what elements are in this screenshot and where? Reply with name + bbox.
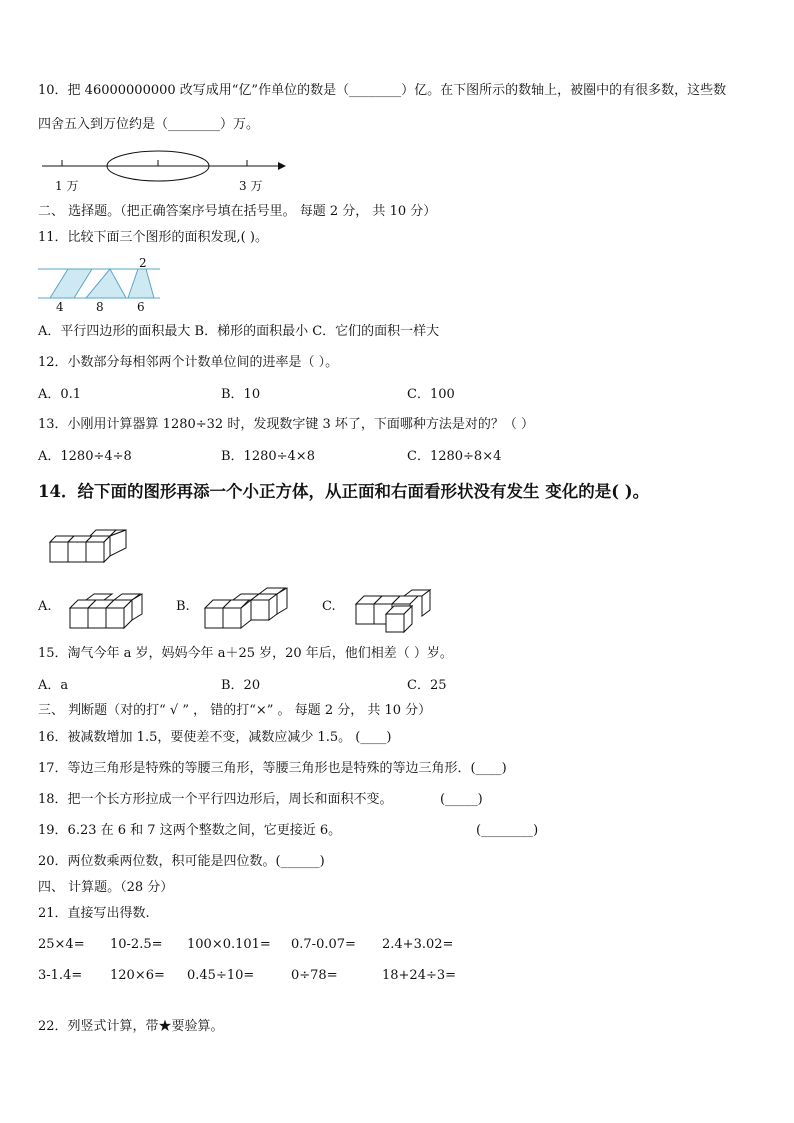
- axis-left-label: 1 万: [55, 179, 79, 193]
- calc-item: 0.7-0.07=: [291, 937, 356, 952]
- calc-item: 120×6=: [110, 968, 165, 983]
- q17-text: 17．等边三角形是特殊的等腰三角形，等腰三角形也是特殊的等边三角形．(____): [38, 761, 507, 776]
- q22-stem: 22．列竖式计算，带★要验算。: [38, 1019, 224, 1034]
- calc-item: 10-2.5=: [110, 937, 163, 952]
- calc-item: 0÷78=: [291, 968, 338, 983]
- q21-stem: 21．直接写出得数.: [38, 906, 150, 921]
- q12-option-a[interactable]: A．0.1: [38, 387, 82, 402]
- q15-option-c[interactable]: C．25: [407, 678, 447, 693]
- q18-blank[interactable]: (_____): [440, 792, 483, 807]
- q12-option-b[interactable]: B．10: [221, 387, 261, 402]
- q16-text: 16．被减数增加 1.5，要使差不变，减数应减少 1.5。 (____): [38, 730, 392, 745]
- q13-option-b[interactable]: B．1280÷4×8: [221, 449, 315, 464]
- q10-line1: 10．把 46000000000 改写成用“亿”作单位的数是（________）亿。在下图所示的数轴上，被圈中的有很多数，这些数: [38, 83, 727, 98]
- shape-label-6: 6: [137, 300, 145, 314]
- q12-option-c[interactable]: C．100: [407, 387, 455, 402]
- q15-option-a[interactable]: A．a: [38, 678, 69, 693]
- shape-label-4: 4: [56, 300, 64, 314]
- q13-option-a[interactable]: A．1280÷4÷8: [38, 449, 132, 464]
- q13-stem: 13．小刚用计算器算 1280÷32 时，发现数字键 3 坏了，下面哪种方法是对的？（ ）: [38, 417, 534, 432]
- section2-heading: 二、 选择题。（把正确答案序号填在括号里。 每题 2 分， 共 10 分）: [38, 204, 437, 219]
- shape-label-8: 8: [96, 300, 104, 314]
- q15-option-b[interactable]: B．20: [221, 678, 261, 693]
- axis-right-label: 3 万: [239, 179, 263, 193]
- q14-stem: 14．给下面的图形再添一个小正方体，从正面和右面看形状没有发生 变化的是( )。: [38, 482, 650, 501]
- shape-label-2: 2: [139, 256, 147, 270]
- section4-heading: 四、 计算题。（28 分）: [38, 880, 174, 895]
- q19-blank[interactable]: (________): [476, 823, 539, 838]
- q10-line2: 四舍五入到万位约是（________）万。: [38, 117, 260, 132]
- q14-option-b-label[interactable]: B.: [176, 599, 190, 614]
- q15-stem: 15．淘气今年 a 岁，妈妈今年 a＋25 岁，20 年后，他们相差（ ）岁。: [38, 646, 453, 661]
- q13-option-c[interactable]: C．1280÷8×4: [407, 449, 502, 464]
- q14-option-c-label[interactable]: C.: [322, 599, 336, 614]
- calc-item: 0.45÷10=: [187, 968, 255, 983]
- calc-item: 3-1.4=: [38, 968, 83, 983]
- q19-text: 19．6.23 在 6 和 7 这两个整数之间，它更接近 6。: [38, 823, 342, 838]
- q11-options: A．平行四边形的面积最大 B．梯形的面积最小 C．它们的面积一样大: [38, 324, 440, 339]
- q14-option-a-label[interactable]: A.: [38, 599, 52, 614]
- section3-heading: 三、 判断题（对的打“ √ ” ， 错的打“×” 。 每题 2 分， 共 10 分）: [38, 703, 432, 718]
- q12-stem: 12．小数部分每相邻两个计数单位间的进率是（ ）。: [38, 355, 339, 370]
- q20-text: 20．两位数乘两位数，积可能是四位数。(______): [38, 854, 325, 869]
- calc-item: 25×4=: [38, 937, 85, 952]
- calc-item: 2.4+3.02=: [382, 937, 454, 952]
- q18-text: 18．把一个长方形拉成一个平行四边形后，周长和面积不变。: [38, 792, 393, 807]
- q11-stem: 11．比较下面三个图形的面积发现,( )。: [38, 230, 268, 245]
- calc-item: 100×0.101=: [187, 937, 271, 952]
- calc-item: 18+24÷3=: [382, 968, 457, 983]
